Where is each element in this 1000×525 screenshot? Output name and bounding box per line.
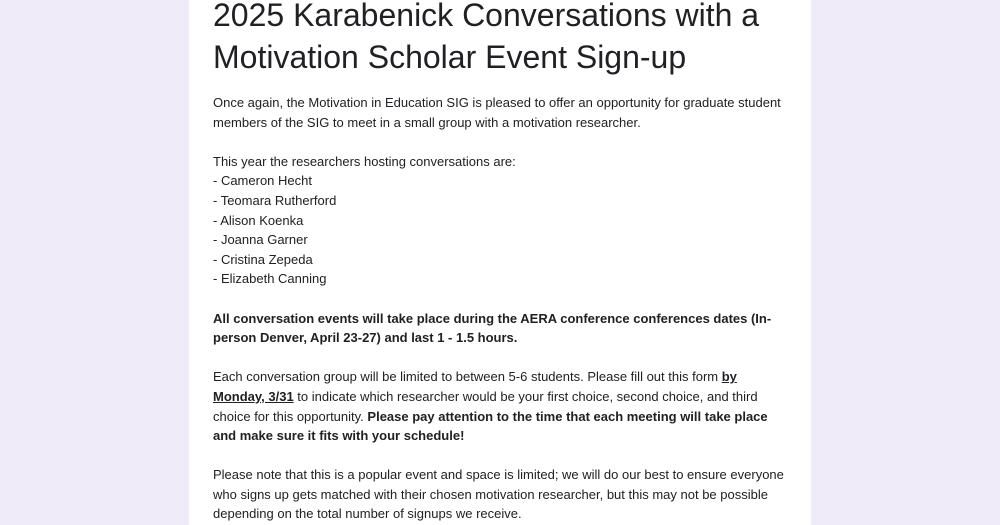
group-text-1: Each conversation group will be limited to between 5-6 students. Please fill out this form xyxy=(213,369,722,385)
schedule-note: All conversation events will take place during the AERA conference conferences dates (In-person Denver, April 23-27) and last 1 - 1.5 hours. xyxy=(213,310,772,346)
form-title: 2025 Karabenick Conversations with a Motivation Scholar Event Sign-up xyxy=(213,0,760,75)
researcher-item: - Elizabeth Canning xyxy=(213,271,327,287)
researcher-item: - Cristina Zepeda xyxy=(213,251,313,267)
form-description xyxy=(213,93,791,524)
group-text-2: to indicate which researcher would be your first choice, second choice, and third choice for this opportunity. xyxy=(213,388,758,424)
researcher-item: - Joanna Garner xyxy=(213,232,308,248)
popular-note: Please note that this is a popular event and space is limited; we will do our best to ensure everyone who signs up gets matched with their chosen motivation researcher, but this may not be possible depending on the total number of signups we receive. xyxy=(213,467,784,522)
form-header-card xyxy=(189,0,811,525)
group-paragraph xyxy=(213,367,791,445)
schedule-warning: Please pay attention to the time that each meeting will take place and make sure it fits with your schedule! xyxy=(213,408,768,444)
researchers-heading: This year the researchers hosting conversations are: xyxy=(213,153,516,169)
deadline-text: by Monday, 3/31 xyxy=(213,369,737,404)
intro-paragraph: Once again, the Motivation in Education SIG is pleased to offer an opportunity for graduate student members of the SIG to meet in a small group with a motivation researcher. xyxy=(213,95,781,130)
researcher-item: - Alison Koenka xyxy=(213,212,304,228)
researcher-item: - Teomara Rutherford xyxy=(213,192,337,208)
researcher-item: - Cameron Hecht xyxy=(213,173,312,189)
